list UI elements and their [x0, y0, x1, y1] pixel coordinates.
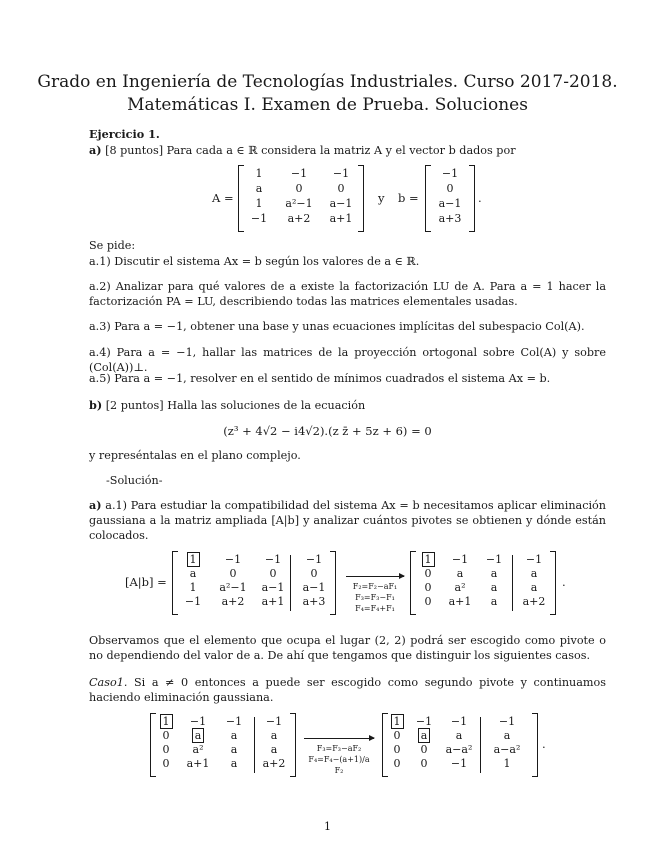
- matrix-cell: 0: [424, 595, 432, 608]
- matrix-cell: a+1: [261, 595, 285, 608]
- vector-b-label: b =: [398, 191, 419, 205]
- matrix-cell: a: [409, 729, 439, 743]
- matrix-cell: a−1: [329, 197, 353, 210]
- matrix-cell: a: [270, 743, 278, 756]
- matrix-cell: a−a²: [493, 743, 521, 756]
- matrix-cell: a: [490, 581, 498, 594]
- row-operation: F₃=F₃−aF₂: [316, 744, 362, 753]
- matrix-cell: −1: [332, 167, 350, 180]
- matrix-cell: 0: [393, 743, 401, 756]
- row-operation: F₃=F₃−F₁: [355, 593, 395, 602]
- aug-matrix-1: [172, 551, 336, 615]
- matrix-cell: −1: [525, 553, 543, 566]
- exercise-title: Ejercicio 1.: [89, 127, 160, 141]
- item-a2: a.2) Analizar para qué valores de a existe la factorización LU de A. Para a = 1 hacer la factorización PA = LU, describiendo todas las matrices elementales usadas.: [89, 280, 606, 308]
- row-ops-1: [346, 576, 404, 614]
- matrix-a-label: A =: [212, 191, 234, 205]
- matrix-cell: 0: [337, 182, 345, 195]
- period: .: [542, 737, 546, 751]
- observation: Observamos que el elemento que ocupa el lugar (2, 2) podrá ser escogido como pivote o no dependiendo del valor de a. De ahí que tengamos que distinguir los siguientes casos.: [89, 634, 606, 662]
- aug-matrix-3: [150, 713, 296, 777]
- matrix-cell: a: [490, 595, 498, 608]
- matrix-cell: −1: [485, 553, 503, 566]
- header-title: Grado en Ingeniería de Tecnologías Industriales. Curso 2017-2018.: [37, 72, 618, 92]
- matrix-cell: a: [179, 729, 217, 743]
- matrix-cell: a+2: [221, 595, 245, 608]
- matrix-cell: 1: [153, 715, 179, 729]
- row-operation: F₂=F₂−aF₁: [352, 582, 398, 591]
- matrix-cell: 0: [393, 757, 401, 770]
- matrix-cell: a: [230, 743, 238, 756]
- matrix-cell: 1: [255, 167, 263, 180]
- row-ops-2: [304, 738, 374, 776]
- matrix-cell: 1: [175, 553, 211, 567]
- y-conjunction: y: [378, 191, 385, 205]
- exercise-b: b) [2 puntos] Halla las soluciones de la ecuación: [89, 398, 366, 412]
- matrix-cell: 0: [424, 567, 432, 580]
- matrix-cell: a+1: [186, 757, 210, 770]
- matrix-cell: 0: [295, 182, 303, 195]
- matrix-cell: 0: [310, 567, 318, 580]
- matrix-cell: −1: [264, 553, 282, 566]
- header-subtitle: Matemáticas I. Examen de Prueba. Soluciones: [127, 95, 528, 115]
- matrix-a: [238, 165, 364, 232]
- period: .: [478, 191, 482, 205]
- matrix-cell: a: [530, 581, 538, 594]
- matrix-cell: a: [530, 567, 538, 580]
- matrix-cell: 0: [446, 182, 454, 195]
- matrix-cell: 0: [420, 743, 428, 756]
- matrix-cell: a−1: [261, 581, 285, 594]
- matrix-cell: −1: [450, 757, 468, 770]
- item-a1: a.1) Discutir el sistema Ax = b según los valores de a ∈ ℝ.: [89, 255, 420, 268]
- item-a5: a.5) Para a = −1, resolver en el sentido de mínimos cuadrados el sistema Ax = b.: [89, 372, 551, 385]
- matrix-cell: −1: [189, 715, 207, 728]
- row-operation: F₄=F₄+F₁: [355, 604, 395, 613]
- matrix-cell: a: [230, 757, 238, 770]
- matrix-cell: 0: [393, 729, 401, 742]
- vector-b: [425, 165, 475, 232]
- aug-matrix-4: [382, 713, 538, 777]
- matrix-cell: a²−1: [285, 197, 313, 210]
- row-operation: F₄=F₄−(a+1)/a F₂: [308, 755, 370, 775]
- matrix-cell: 1: [503, 757, 511, 770]
- item-a3: a.3) Para a = −1, obtener una base y unas ecuaciones implícitas del subespacio Col(A).: [89, 320, 585, 333]
- page-number: 1: [324, 820, 331, 833]
- matrix-cell: a+1: [329, 212, 353, 225]
- matrix-cell: a: [189, 567, 197, 580]
- matrix-cell: −1: [290, 167, 308, 180]
- exercise-b-after: y represéntalas en el plano complejo.: [89, 449, 301, 462]
- matrix-cell: 1: [413, 553, 443, 567]
- matrix-cell: 0: [162, 757, 170, 770]
- matrix-cell: a: [456, 567, 464, 580]
- matrix-cell: 0: [269, 567, 277, 580]
- exercise-a-intro: a) [8 puntos] Para cada a ∈ ℝ considera la matriz A y el vector b dados por: [89, 143, 516, 157]
- matrix-cell: a+2: [522, 595, 546, 608]
- matrix-cell: −1: [184, 595, 202, 608]
- matrix-cell: 1: [189, 581, 197, 594]
- matrix-cell: a: [255, 182, 263, 195]
- matrix-cell: a: [230, 729, 238, 742]
- solution-intro: a) a.1) Para estudiar la compatibilidad del sistema Ax = b necesitamos aplicar eliminación gaussiana a la matriz ampliada [A|b] y analizar cuántos pivotes se obtienen y dónde están colocados.: [89, 498, 607, 542]
- matrix-cell: a: [490, 567, 498, 580]
- matrix-cell: −1: [305, 553, 323, 566]
- equation-b: (z³ + 4√2 − i4√2).(z z̄ + 5z + 6) = 0: [223, 424, 432, 438]
- matrix-cell: −1: [224, 553, 242, 566]
- matrix-cell: a+2: [287, 212, 311, 225]
- matrix-cell: a+1: [448, 595, 472, 608]
- matrix-cell: −1: [250, 212, 268, 225]
- matrix-cell: 1: [385, 715, 409, 729]
- matrix-cell: 0: [424, 581, 432, 594]
- se-pide: Se pide:: [89, 239, 136, 252]
- matrix-cell: −1: [225, 715, 243, 728]
- solution-heading: -Solución-: [106, 474, 163, 487]
- matrix-cell: 1: [255, 197, 263, 210]
- matrix-cell: a+3: [302, 595, 326, 608]
- matrix-cell: −1: [498, 715, 516, 728]
- matrix-cell: a−1: [438, 197, 462, 210]
- matrix-cell: 0: [162, 743, 170, 756]
- matrix-cell: −1: [450, 715, 468, 728]
- matrix-cell: −1: [451, 553, 469, 566]
- matrix-cell: a+3: [438, 212, 462, 225]
- matrix-cell: a−a²: [445, 743, 473, 756]
- matrix-cell: a²: [454, 581, 466, 594]
- aug-label: [A|b] =: [125, 575, 167, 589]
- period: .: [562, 575, 566, 589]
- matrix-cell: −1: [441, 167, 459, 180]
- matrix-cell: 0: [420, 757, 428, 770]
- matrix-cell: a²−1: [219, 581, 247, 594]
- matrix-cell: a: [503, 729, 511, 742]
- matrix-cell: a: [455, 729, 463, 742]
- matrix-cell: a+2: [262, 757, 286, 770]
- matrix-cell: −1: [415, 715, 433, 728]
- item-a4: a.4) Para a = −1, hallar las matrices de la proyección ortogonal sobre Col(A) y sobre (Col(A))⊥.: [89, 346, 606, 374]
- matrix-cell: a−1: [302, 581, 326, 594]
- caso1: Caso1. Si a ≠ 0 entonces a puede ser escogido como segundo pivote y continuamos haciendo eliminación gaussiana.: [89, 676, 606, 704]
- matrix-cell: a²: [192, 743, 204, 756]
- matrix-cell: 0: [162, 729, 170, 742]
- matrix-cell: −1: [265, 715, 283, 728]
- matrix-cell: a: [270, 729, 278, 742]
- aug-matrix-2: [410, 551, 556, 615]
- matrix-cell: 0: [229, 567, 237, 580]
